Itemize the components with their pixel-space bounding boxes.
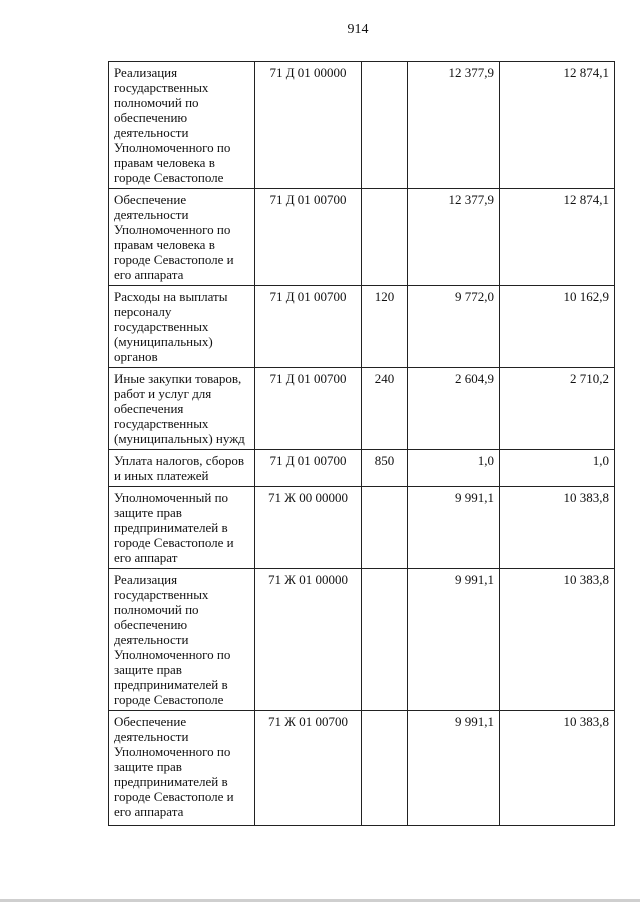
page-number: 914 [347, 22, 369, 37]
row-amount-year-1: 1,0 [408, 450, 500, 487]
row-name: Реализация государственных полномочий по обеспечению деятельности Уполномоченного по защите прав предпринимателей в городе Севастополе [109, 569, 255, 711]
row-expense-type [362, 189, 408, 286]
row-name: Реализация государственных полномочий по обеспечению деятельности Уполномоченного по правам человека в городе Севастополе [109, 62, 255, 189]
row-amount-year-2: 12 874,1 [500, 189, 615, 286]
table-row [109, 569, 615, 711]
row-name: Уплата налогов, сборов и иных платежей [109, 450, 255, 487]
table-row [109, 286, 615, 368]
row-amount-year-1: 12 377,9 [408, 189, 500, 286]
table-row [109, 62, 615, 189]
table-row [109, 189, 615, 286]
row-target-code: 71 Ж 00 00000 [255, 487, 362, 569]
row-expense-type: 120 [362, 286, 408, 368]
row-amount-year-1: 12 377,9 [408, 62, 500, 189]
row-target-code: 71 Д 01 00700 [255, 368, 362, 450]
row-amount-year-1: 9 991,1 [408, 711, 500, 826]
row-name: Обеспечение деятельности Уполномоченного по защите прав предпринимателей в городе Севастополе и его аппарата [109, 711, 255, 826]
row-target-code: 71 Д 01 00000 [255, 62, 362, 189]
row-amount-year-2: 10 383,8 [500, 487, 615, 569]
row-amount-year-2: 12 874,1 [500, 62, 615, 189]
row-amount-year-1: 9 991,1 [408, 569, 500, 711]
row-name: Расходы на выплаты персоналу государственных (муниципальных) органов [109, 286, 255, 368]
row-name: Уполномоченный по защите прав предпринимателей в городе Севастополе и его аппарат [109, 487, 255, 569]
row-amount-year-2: 2 710,2 [500, 368, 615, 450]
row-amount-year-2: 10 383,8 [500, 711, 615, 826]
table-row [109, 711, 615, 826]
row-amount-year-2: 1,0 [500, 450, 615, 487]
row-name: Иные закупки товаров, работ и услуг для обеспечения государственных (муниципальных) нужд [109, 368, 255, 450]
row-target-code: 71 Ж 01 00000 [255, 569, 362, 711]
row-amount-year-1: 9 772,0 [408, 286, 500, 368]
row-target-code: 71 Д 01 00700 [255, 450, 362, 487]
row-target-code: 71 Ж 01 00700 [255, 711, 362, 826]
row-amount-year-1: 9 991,1 [408, 487, 500, 569]
table-row [109, 450, 615, 487]
row-expense-type: 850 [362, 450, 408, 487]
row-target-code: 71 Д 01 00700 [255, 286, 362, 368]
table-row [109, 487, 615, 569]
row-expense-type [362, 487, 408, 569]
row-amount-year-2: 10 383,8 [500, 569, 615, 711]
row-expense-type [362, 711, 408, 826]
table-row [109, 368, 615, 450]
row-expense-type: 240 [362, 368, 408, 450]
row-amount-year-1: 2 604,9 [408, 368, 500, 450]
row-name: Обеспечение деятельности Уполномоченного по правам человека в городе Севастополе и его аппарата [109, 189, 255, 286]
row-target-code: 71 Д 01 00700 [255, 189, 362, 286]
row-expense-type [362, 62, 408, 189]
budget-table [108, 61, 615, 826]
row-amount-year-2: 10 162,9 [500, 286, 615, 368]
page-bottom-edge [0, 899, 640, 902]
row-expense-type [362, 569, 408, 711]
